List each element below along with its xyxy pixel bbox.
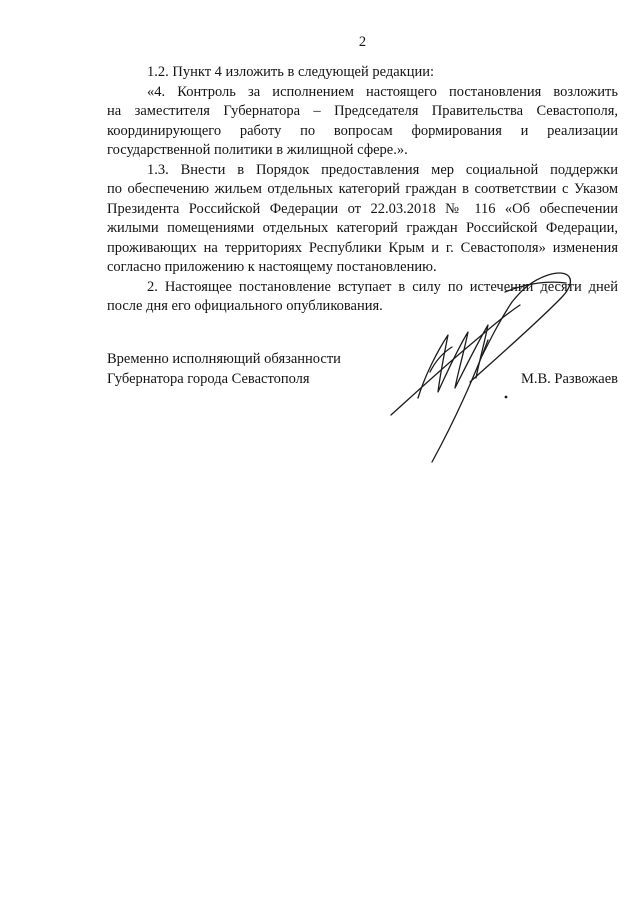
ink-dot (505, 396, 508, 399)
text-line: проживающих на территориях Республики Крым и г. Севастополя» изменения (107, 239, 618, 256)
text-line: координирующего работу по вопросам формирования и реализации (107, 122, 618, 139)
page-number: 2 (358, 34, 367, 50)
text-line: согласно приложению к настоящему постановлению. (107, 259, 437, 275)
signature-stroke (418, 325, 488, 398)
text-line: государственной политики в жилищной сфере.». (107, 142, 408, 158)
text-line: «4. Контроль за исполнением настоящего постановления возложить (147, 83, 618, 100)
signatory-name: М.В. Развожаев (520, 370, 618, 387)
document-body (107, 63, 618, 317)
text-line: Президента Российской Федерации от 22.03.2018 № 116 «Об обеспечении (107, 200, 618, 217)
signature-stroke (430, 347, 452, 372)
signature-stroke (432, 340, 488, 462)
text-line: на заместителя Губернатора – Председателя Правительства Севастополя, (107, 103, 618, 119)
text-line: после дня его официального опубликования. (107, 298, 383, 314)
text-line: 1.2. Пункт 4 изложить в следующей редакции: (147, 64, 435, 80)
paragraph-quoted-item-4 (107, 83, 618, 161)
signatory-position-line-2: Губернатора города Севастополя (107, 370, 310, 387)
text-line: 1.3. Внести в Порядок предоставления мер социальной поддержки (147, 161, 618, 178)
paragraph-1-3 (107, 161, 618, 278)
text-line: по обеспечению жильем отдельных категорий граждан в соответствии с Указом (107, 181, 618, 197)
paragraph-2 (107, 278, 618, 317)
text-line: 2. Настоящее постановление вступает в силу по истечении десяти дней (147, 278, 618, 295)
paragraph-1-2 (107, 63, 618, 83)
signature-stroke (391, 305, 520, 415)
text-line: жилыми помещениями отдельных категорий граждан Российской Федерации, (107, 220, 618, 236)
signatory-position-line-1: Временно исполняющий обязанности (107, 351, 341, 367)
